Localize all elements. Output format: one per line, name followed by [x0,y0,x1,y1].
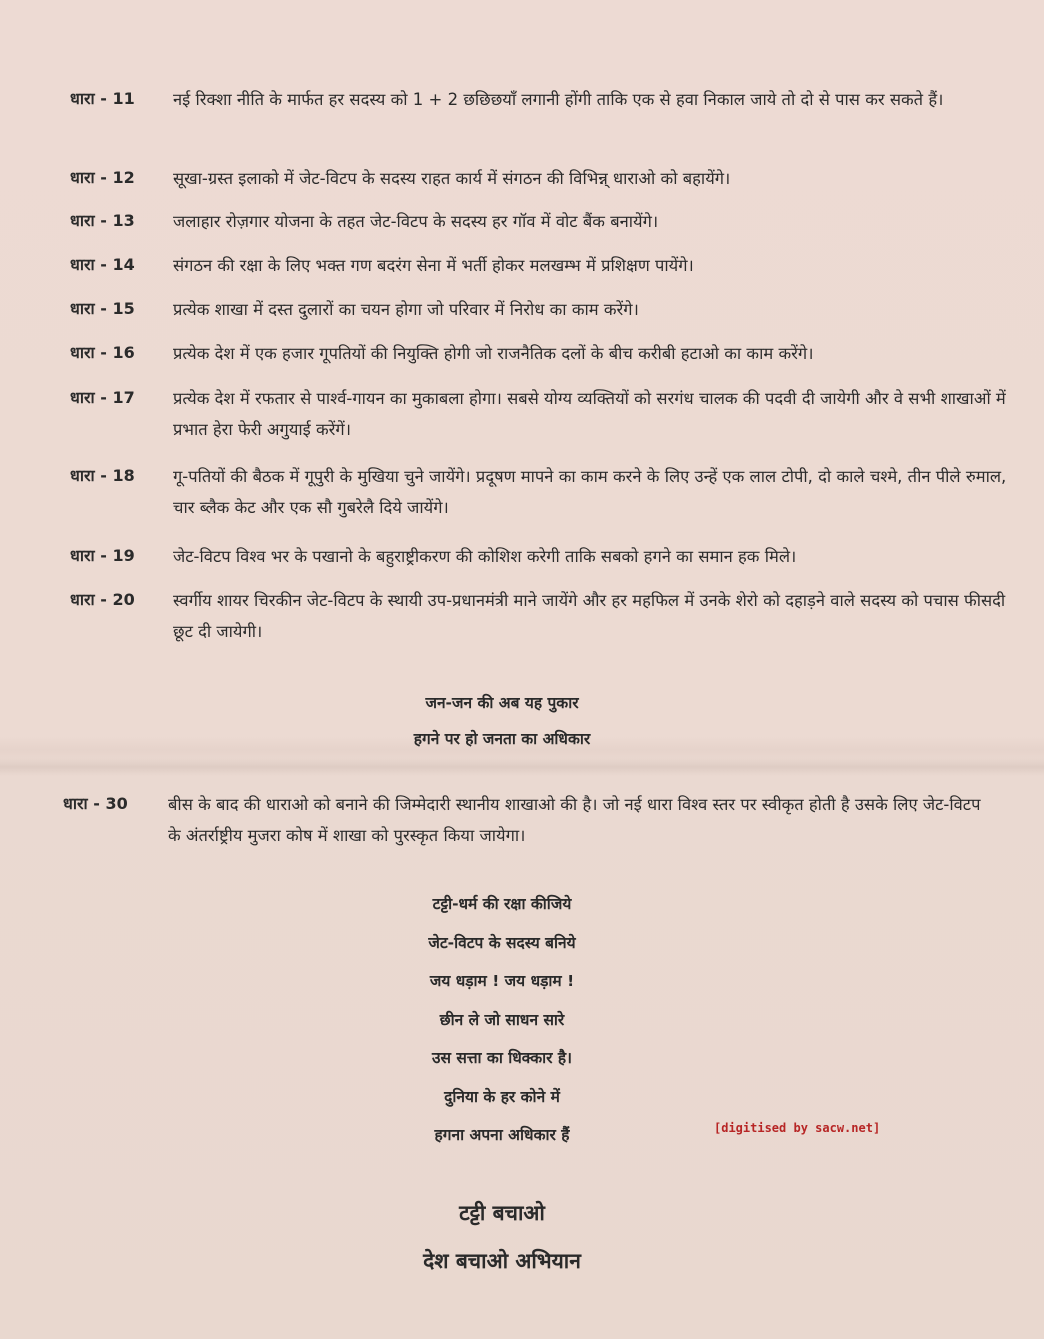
clause-text: प्रत्येक शाखा में दस्त दुलारों का चयन होगा जो परिवार में निरोध का काम करेंगे। [173,300,639,319]
clause-label: धारा - 16 [70,343,135,362]
footer-line-2: देश बचाओ अभियान [423,1249,581,1273]
clause-label: धारा - 19 [70,546,135,565]
clause-text: संगठन की रक्षा के लिए भक्त गण बदरंग सेना में भर्ती होकर मलखम्भ में प्रशिक्षण पायेंगे। [173,256,694,275]
clause-label: धारा - 14 [70,255,135,274]
slogan-line: टट्टी-धर्म की रक्षा कीजिये [432,895,572,913]
clause-label: धारा - 13 [70,211,135,230]
slogan-line: जन-जन की अब यह पुकार [425,694,579,712]
clause-label: धारा - 20 [70,590,135,609]
clause-label: धारा - 17 [70,388,135,407]
slogan-bottom [0,885,1004,1155]
slogan-line: हगना अपना अधिकार हैं [434,1126,570,1144]
clause-text: बीस के बाद की धाराओ को बनाने की जिम्मेदारी स्थानीय शाखाओ की है। जो नई धारा विश्व स्तर पर स्वीकृत होती है उसके लिए जेट-विटप के अंतर्राष्ट्रीय मुजरा कोष में शाखा को पुरस्कृत किया जायेगा। [168,795,981,845]
slogan-line: जय धड़ाम ! जय धड़ाम ! [429,972,575,990]
clause-text: प्रत्येक देश में एक हजार गूपतियों की नियुक्ति होगी जो राजनैतिक दलों के बीच करीबी हटाओ का काम करेंगे। [173,344,814,363]
clause-text: जेट-विटप विश्व भर के पखानो के बहुराष्ट्रीकरण की कोशिश करेगी ताकि सबको हगने का समान हक मिले। [173,547,797,566]
slogan-line: हगने पर हो जनता का अधिकार [413,730,591,748]
footer-line-1: टट्टी बचाओ [459,1201,545,1225]
clause-text: प्रत्येक देश में रफतार से पार्श्व-गायन का मुकाबला होगा। सबसे योग्य व्यक्तियों को सरगंध चालक की पदवी दी जायेगी और वे सभी शाखाओं में प्रभात हेरा फेरी अगुयाई करेंगें। [173,389,1006,439]
slogan-line: दुनिया के हर कोने में [444,1087,560,1106]
clause-label: धारा - 30 [63,794,128,813]
paper-fold [0,758,1044,776]
slogan-top [0,685,1004,757]
clause-text: नई रिक्शा नीति के मार्फत हर सदस्य को 1 + 2 छछिछयाँ लगानी होंगी ताकि एक से हवा निकाल जाये तो दो से पास कर सकते हैं। [173,90,944,109]
clause-text: स्वर्गीय शायर चिरकीन जेट-विटप के स्थायी उप-प्रधानमंत्री माने जायेंगे और हर महफिल में उनके शेरो को दहाड़ने वाले सदस्य को पचास फीसदी छूट दी जायेगी। [173,591,1006,641]
clause-text: गू-पतियों की बैठक में गूपुरी के मुखिया चुने जायेंगे। प्रदूषण मापने का काम करने के लिए उन्हें एक लाल टोपी, दो काले चश्मे, तीन पीले रुमाल, चार ब्लैक केट और एक सौ गुबरेलै दिये जायेंगे। [173,467,1007,517]
clause-label: धारा - 12 [70,168,135,187]
clause-label: धारा - 11 [70,89,135,108]
clause-text: जलाहार रोज़गार योजना के तहत जेट-विटप के सदस्य हर गॉव में वोट बैंक बनायेंगे। [173,212,659,231]
slogan-line: छीन ले जो साधन सारे [439,1010,565,1029]
digitised-credit: [digitised by sacw.net] [714,1121,881,1135]
clause-label: धारा - 15 [70,299,135,318]
slogan-line: उस सत्ता का धिक्कार है। [431,1049,573,1067]
clause-label: धारा - 18 [70,466,135,485]
clause-text: सूखा-ग्रस्त इलाको में जेट-विटप के सदस्य राहत कार्य में संगठन की विभिन्न् धाराओ को बहायेंगे। [173,169,731,188]
slogan-line: जेट-विटप के सदस्य बनिये [428,933,576,952]
